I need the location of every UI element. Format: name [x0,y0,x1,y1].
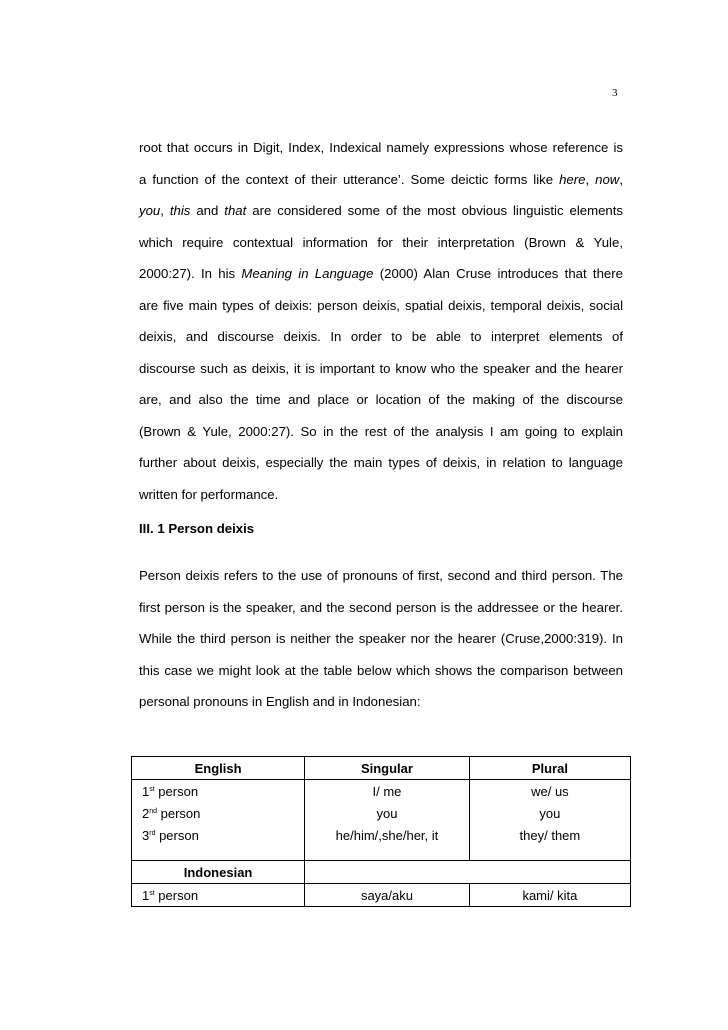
table-row [132,802,631,824]
text-line: further about deixis, especially the main types of deixis, in relation to language [139,455,623,470]
text-line: 2000:27). In his Meaning in Language (2000) Alan Cruse introduces that there [139,266,623,281]
text-line: discourse such as deixis, it is important to know who the speaker and the hearer [139,360,623,376]
row-label: 1st person [132,884,305,907]
text-line: personal pronouns in English and in Indonesian: [139,694,421,709]
table-spacer-row [132,846,631,861]
indonesian-header-row [132,861,631,884]
table-row [132,780,631,803]
page-number: 3 [612,87,618,99]
header-english: English [132,757,305,780]
text-line: deixis, and discourse deixis. In order to be able to interpret elements of [139,329,623,344]
text-line: are five main types of deixis: person deixis, spatial deixis, temporal deixis, social [139,297,623,313]
pronoun-comparison-table [131,756,631,907]
cell-singular: I/ me [305,780,470,803]
text-line: which require contextual information for their interpretation (Brown & Yule, [139,234,623,250]
cell-plural: you [469,802,630,824]
row-label: 2nd person [132,802,305,824]
text-line: written for performance. [139,486,279,502]
text-line: this case we might look at the table below which shows the comparison between [139,662,623,678]
text-line: Person deixis refers to the use of pronouns of first, second and third person. The [139,568,623,583]
text-line: you, this and that are considered some of the most obvious linguistic elements [139,203,624,218]
cell-plural: they/ them [469,824,630,846]
text-line: first person is the speaker, and the second person is the addressee or the hearer. [139,599,623,615]
text-line: a function of the context of their utterance’. Some deictic forms like here, now, [139,171,624,187]
text-line: are, and also the time and place or location of the making of the discourse [139,392,623,407]
cell-singular: saya/aku [305,884,470,907]
section-heading: III. 1 Person deixis [139,521,255,536]
table-row [132,884,631,907]
table-row [132,824,631,846]
cell-singular: you [305,802,470,824]
cell-plural: kami/ kita [469,884,630,907]
header-plural: Plural [469,757,630,780]
cell-singular: he/him/,she/her, it [305,824,470,846]
text-line: (Brown & Yule, 2000:27). So in the rest of the analysis I am going to explain [139,423,623,439]
row-label: 1st person [132,780,305,803]
table-header-row [132,757,631,780]
row-label: 3rd person [132,824,305,846]
header-singular: Singular [305,757,470,780]
cell-plural: we/ us [469,780,630,803]
paragraph-person-deixis [139,560,623,718]
header-indonesian: Indonesian [132,861,305,884]
paragraph-intro [139,132,623,510]
text-line: root that occurs in Digit, Index, Indexical namely expressions whose reference is [139,140,623,155]
text-line: While the third person is neither the speaker nor the hearer (Cruse,2000:319). In [139,631,623,646]
